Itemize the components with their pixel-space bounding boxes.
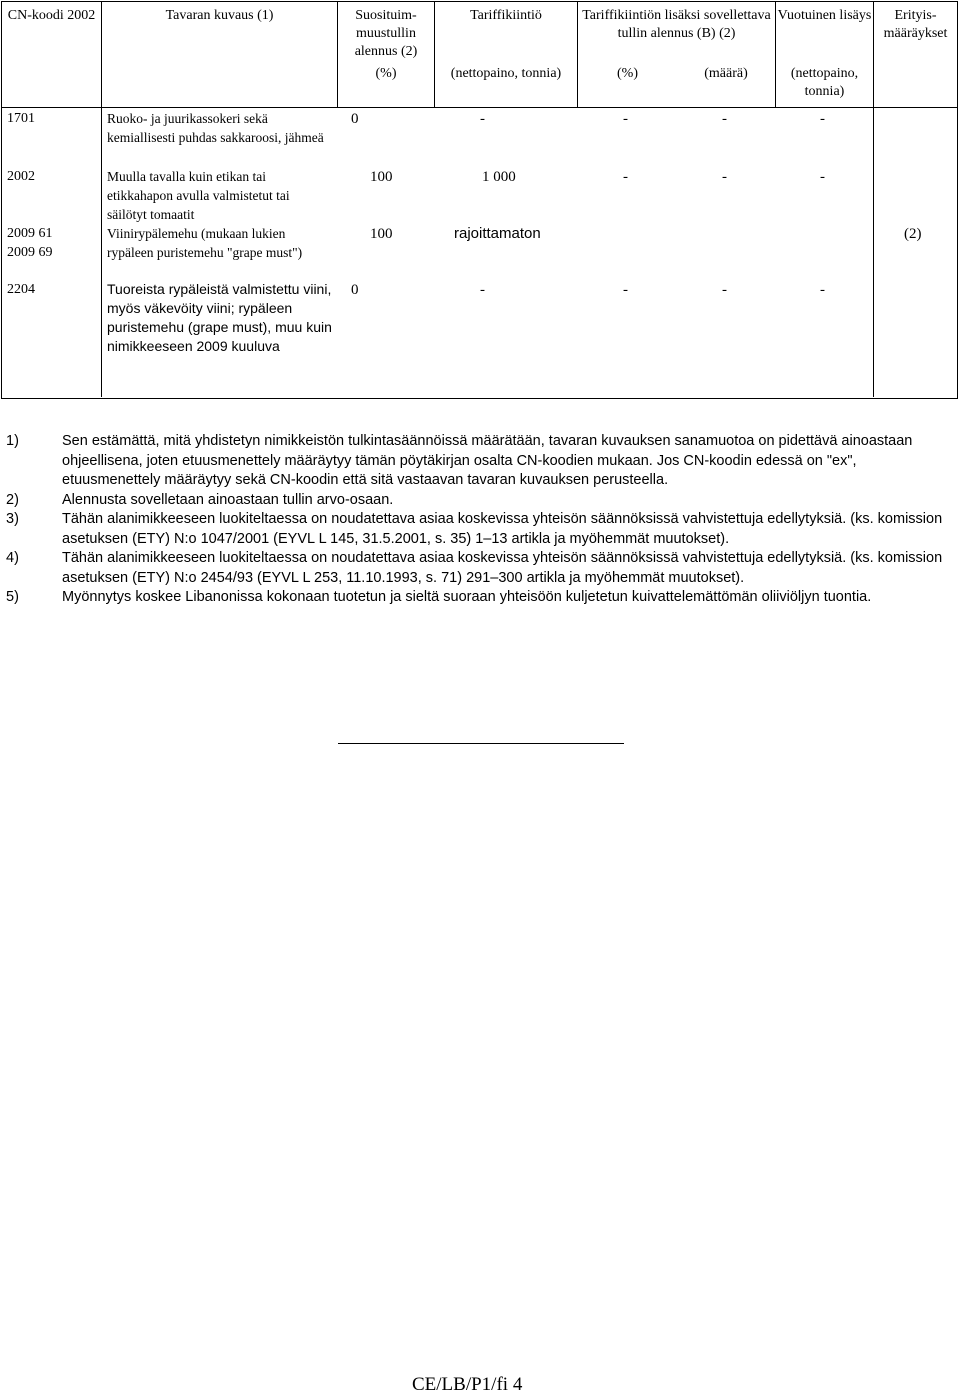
footnote [6,432,951,491]
footnotes [6,432,951,608]
footnote [6,588,951,608]
header-tariff-quota: Tariffikiintiö [470,8,542,23]
header-preferential: Suosituim- muustullin alennus (2) [354,8,418,59]
row-2-annual: - [820,169,825,185]
row-2-description: Muulla tavalla kuin etikan tai etikkahapon avulla valmistetut tai säilötyt tomaatit [107,169,290,222]
row-1-code: 1701 [7,111,35,126]
end-separator-line [338,743,624,744]
row-2-add-pct: - [623,169,628,185]
row-3-quota: rajoittamaton [454,225,541,242]
footnote [6,510,951,549]
footnote-text: Myönnytys koskee Libanonissa kokonaan tuotetun ja sieltä suoraan yhteisöön kuljetetun kuivattelemättömän oliiviöljyn tuontia. [62,589,872,605]
header-special: Erityis- määräykset [883,8,948,41]
row-4-add-qty: - [722,282,727,298]
footnote-number: 5) [6,589,19,605]
row-2-code: 2002 [7,169,35,184]
row-4-quota: - [480,282,485,298]
row-4-add-pct: - [623,282,628,298]
row-1-reduction: 0 [351,111,359,127]
header-additional-qty: (määrä) [704,66,748,81]
footnote-text: Sen estämättä, mitä yhdistetyn nimikkeistön tulkintasäännöissä määrätään, tavaran kuvauksen sanamuotoa on pidettävä ainoastaan ohjeellisena, joten etuusmenettely määräytyy tämän pöytäkirjan osalta CN-koodien mukaan. Jos CN-koodin edessä on "ex", etuusmenettely määräytyy sekä CN-koodin että sitä vastaavan tavaran kuvauksen perusteella. [62,433,913,488]
row-4-code: 2204 [7,282,35,297]
row-1-quota: - [480,111,485,127]
row-2-add-qty: - [722,169,727,185]
row-1-add-qty: - [722,111,727,127]
footnote [6,549,951,588]
header-separator [2,107,957,108]
page-footer-reference: CE/LB/P1/fi 4 [412,1374,523,1395]
header-description: Tavaran kuvaus (1) [165,8,274,23]
footnote-number: 1) [6,433,19,449]
row-4-annual: - [820,282,825,298]
row-1-annual: - [820,111,825,127]
header-additional-pct: (%) [617,66,638,81]
tariff-table [1,1,958,399]
row-3-reduction: 100 [370,226,393,242]
header-annual-unit: (nettopaino, tonnia) [790,66,859,99]
header-preferential-unit: (%) [375,66,397,81]
footnote-number: 3) [6,511,19,527]
header-cn-code: CN-koodi 2002 [7,8,96,23]
row-3-description: Viinirypälemehu (mukaan lukien rypäleen puristemehu "grape must") [107,226,303,260]
footnote-number: 2) [6,491,19,508]
footnote-text: Tähän alanimikkeeseen luokiteltaessa on noudatettava asiaa koskevissa yhteisön säännöksissä vahvistettuja edellytyksiä. (ks. komission asetuksen (ETY) N:o 2454/93 (EYVL L 253, 11.10.1993, s. 71) 291–300 artikla ja myöhemmät muutokset). [62,550,943,586]
row-4-reduction: 0 [351,282,359,298]
footnote-text: Tähän alanimikkeeseen luokiteltaessa on noudatettava asiaa koskevissa yhteisön säännöksissä vahvistettuja edellytyksiä. (ks. komission asetuksen (ETY) N:o 1047/2001 (EYVL L 145, 31.5.2001, s. 35) 1–13 artikla ja myöhemmät muutokset). [62,511,943,547]
row-1-description: Ruoko- ja juurikassokeri sekä kemiallisesti puhdas sakkaroosi, jähmeä [107,111,324,145]
row-4-description: Tuoreista rypäleistä valmistettu viini, myös väkevöity viini; rypäleen puristemehu (grape must), muu kuin nimikkeeseen 2009 kuuluva [107,281,332,354]
header-additional-reduction: Tariffikiintiön lisäksi sovellettava tullin alennus (B) (2) [582,8,771,41]
row-1-add-pct: - [623,111,628,127]
row-3-code: 2009 61 2009 69 [7,226,53,260]
footnote-text: Alennusta sovelletaan ainoastaan tullin arvo-osaan. [62,491,394,508]
column-divider [873,2,874,397]
row-2-quota: 1 000 [482,169,516,185]
footnote [6,491,951,511]
header-annual-increase: Vuotuinen lisäys [777,8,872,23]
column-divider [101,2,102,397]
row-3-special: (2) [904,226,922,242]
footnote-number: 4) [6,550,19,566]
row-2-reduction: 100 [370,169,393,185]
header-tariff-quota-unit: (nettopaino, tonnia) [450,66,562,81]
